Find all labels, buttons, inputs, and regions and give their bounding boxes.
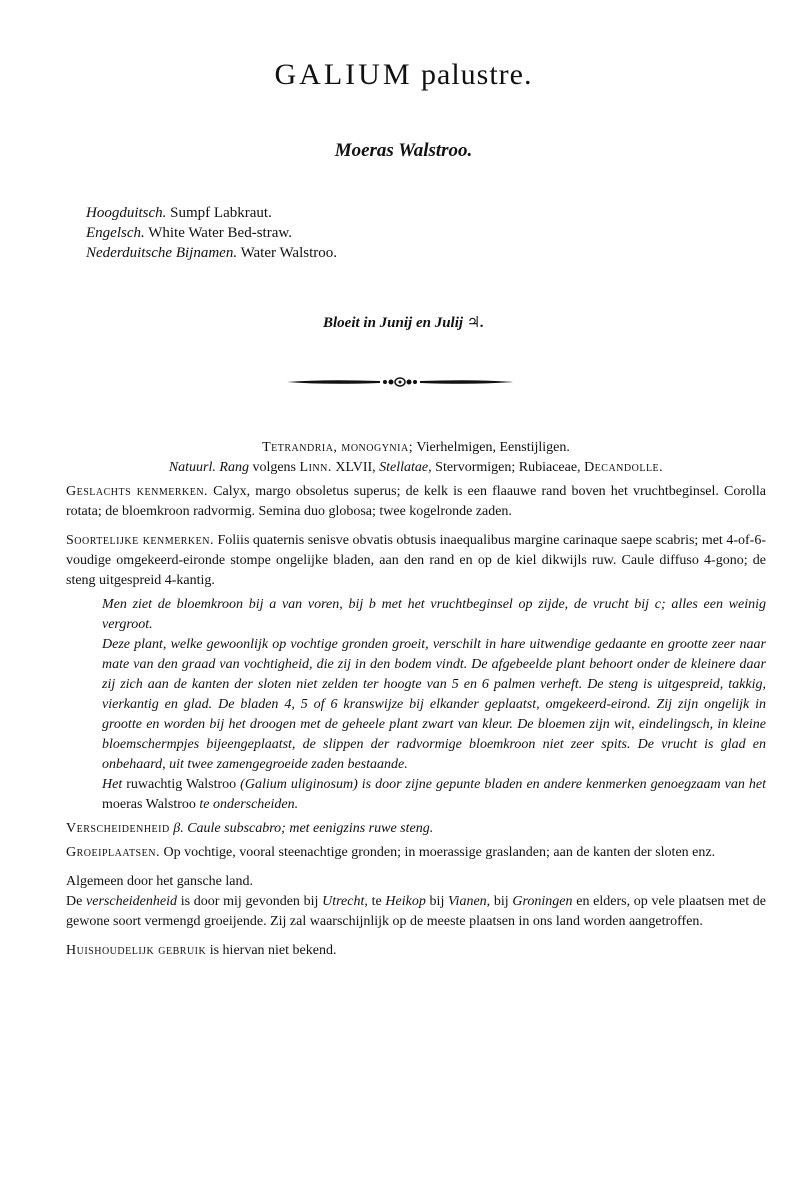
class-dutch: Vierhelmigen, Eenstijligen. [413, 440, 570, 455]
section-text: Op vochtige, vooral steenachtige gronden; in moerassige graslanden; aan de kanten der sloten enz. [159, 845, 716, 860]
text-span: bij [425, 894, 449, 909]
name-value: Sumpf Labkraut. [170, 205, 272, 221]
text-span: XLVII, [331, 460, 380, 475]
beta-symbol: β. [169, 821, 188, 836]
plant-description: Deze plant, welke gewoonlijk op vochtige gronden groeit, verschilt in hare uitwendige gedaante en grootte zeer naar mate van den graad van vochtigheid, die zij in den bodem vindt. De afgebeelde plant behoort onder de kleinere daar zij zich aan de kanten der sloten niet zelden ter hoogte van 5 en 6 palmen verheft. De steng is uitgespreid, takkig, vierkantig en glad. De bladen 4, 5 of 6 kranswijze bij elkander geplaatst, omgekeerd-eirond. Zij zijn ongelijk in grootte en worden bij het droogen met de geheele plant zwart van kleur. De bloemen zijn wit, eindelingsch, in kleine bloemschermpjes bijeengeplaatst, de slippen der radvormige bloemkroon niet zeer spits. De vrucht is glad en onbehaard, uit twee zamengegroeide zaden bestaande. [102, 637, 766, 772]
name-value: Water Walstroo. [240, 245, 338, 261]
text-span: , te [364, 894, 386, 909]
section-label: Groeiplaatsen. [66, 845, 160, 860]
text-span: moeras Walstroo [102, 797, 200, 812]
text-span: (Galium uliginosum) is door zijne gepunte bladen en andere kenmerken genoegzaam van het [240, 777, 766, 792]
text-span: volgens [248, 460, 300, 475]
variety-locations [66, 892, 766, 932]
name-lang: Engelsch. [86, 225, 145, 241]
name-lang: Hoogduitsch. [86, 205, 167, 221]
section-text: Foliis quaternis senisve obvatis obtusis inaequalibus margine carinaque saepe scabris; met 4-of-6-voudige omgekeerd-eironde stompe ongelijke bladen, aan den rand en op de kiel dikwijls ruw. Caule diffuso 4-gono; de steng uitgespreid 4-kantig. [66, 533, 766, 588]
bloom-period: Bloeit in Junij en Julij ♃. [323, 315, 484, 331]
place-name: Groningen [512, 894, 573, 909]
general-distribution: Algemeen door het gansche land. [66, 874, 253, 889]
text-span: ruwachtig Walstroo [122, 777, 241, 792]
text-span: te onderscheiden. [199, 797, 299, 812]
author-decandolle: Decandolle. [584, 460, 664, 475]
section-label: Verscheidenheid [66, 821, 170, 836]
class-latin: Tetrandria, monogynia; [262, 440, 414, 455]
figure-note: Men ziet de bloemkroon bij a van voren, bij b met het vruchtbeginsel op zijde, de vrucht bij c; alles een weinig vergroot. [102, 597, 766, 632]
section-label: Soortelijke kenmerken. [66, 533, 214, 548]
name-lang: Nederduitsche Bijnamen. [86, 245, 238, 261]
family-latin: Stellatae, [379, 460, 432, 475]
description-body [66, 438, 766, 961]
place-name: Heikop [385, 894, 426, 909]
household-use [66, 941, 766, 961]
variety [66, 819, 766, 839]
section-text: Caule subscabro; met eenigzins ruwe steng. [187, 821, 434, 836]
title-genus: GALIUM [274, 58, 413, 91]
name-row-english [86, 223, 337, 243]
rank-label: Natuurl. Rang [168, 460, 249, 475]
text-span: Stervormigen; Rubiaceae, [431, 460, 585, 475]
section-text: Calyx, margo obsoletus superus; de kelk is een flaauwe rand boven het vruchtbeginsel. Corolla rotata; de bloemkroon radvormig. Semina duo globosa; twee kogelronde zaden. [66, 484, 767, 519]
name-value: White Water Bed-straw. [148, 225, 292, 241]
text-span: Het [102, 777, 123, 792]
dutch-name: Moeras Walstroo. [334, 140, 473, 161]
classification-line-1 [66, 438, 766, 458]
species-characters [66, 531, 766, 591]
text-span: , bij [486, 894, 513, 909]
page-title [0, 58, 807, 92]
name-row-dutch [86, 243, 337, 263]
text-span: en elders, op vele plaatsen met de gewone soort vermengd groeijende. Zij zal waarschijnlijk op de meeste plaatsen in ons land worden aangetroffen. [66, 894, 767, 929]
author-linn: Linn. [299, 460, 332, 475]
classification-line-2 [66, 458, 766, 478]
name-row-german [86, 203, 337, 223]
ornament-divider-icon [285, 373, 515, 391]
comparison-note [66, 775, 766, 815]
section-text: is hiervan niet bekend. [206, 943, 337, 958]
section-label: Geslachts kenmerken. [66, 484, 209, 499]
place-name: Vianen [448, 894, 487, 909]
section-label: Huishoudelijk gebruik [66, 943, 207, 958]
title-species: palustre. [421, 58, 533, 91]
habitat [66, 843, 766, 863]
place-name: Utrecht [322, 894, 365, 909]
genus-characters [66, 482, 766, 522]
text-span: verscheidenheid [86, 894, 177, 909]
text-span: De [66, 894, 87, 909]
vernacular-names [86, 203, 337, 263]
text-span: is door mij gevonden bij [177, 894, 323, 909]
